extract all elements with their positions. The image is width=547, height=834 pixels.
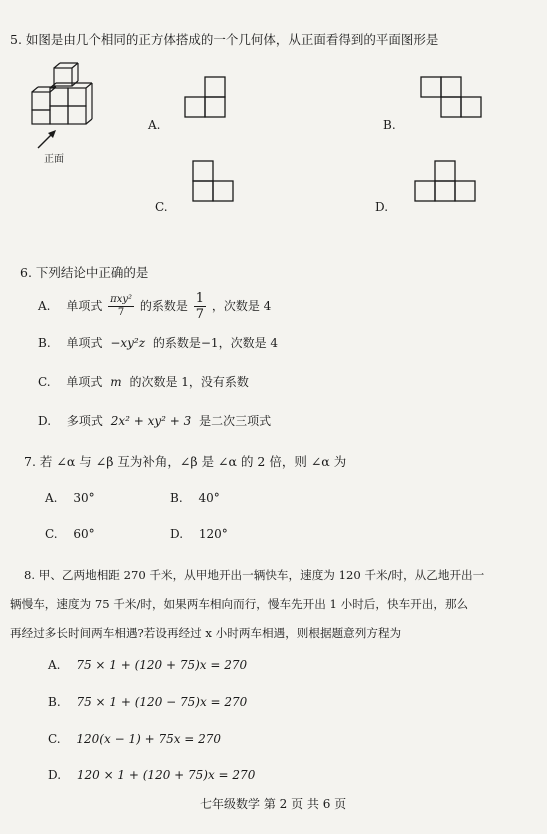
q7-b-value: 40° [198, 491, 220, 505]
q6-option-b[interactable] [38, 334, 278, 351]
q7-a-value: 30° [73, 491, 95, 505]
q7-a-letter: A. [45, 491, 58, 505]
q8-b-equation: 75 × 1 + (120 − 75)x = 270 [76, 695, 248, 709]
q7-b-letter: B. [170, 491, 183, 505]
q6-c-post: 的次数是 1，没有系数 [129, 375, 249, 389]
q6-stem: 6. 下列结论中正确的是 [20, 265, 149, 280]
block-shape-c-icon[interactable] [192, 160, 234, 202]
block-shape-b-icon[interactable] [420, 76, 482, 118]
q6-a-coefficient-fraction: $\frac{1}{7}$ [195, 291, 204, 322]
q6-c-expr: m [110, 375, 122, 389]
block-shape-d-icon[interactable] [414, 160, 476, 202]
q6-a-pre: 单项式 [66, 299, 103, 313]
block-shape-a-icon[interactable] [184, 76, 226, 118]
q6-d-expr: 2x² + xy² + 3 [110, 414, 192, 428]
q7-option-b[interactable] [170, 491, 220, 505]
page-footer: 七年级数学 第 2 页 共 6 页 [200, 797, 347, 811]
q6-d-letter: D. [38, 414, 52, 428]
q6-a-mid: 的系数是 [139, 299, 188, 313]
q7-option-c[interactable] [45, 527, 95, 541]
q6-d-post: 是二次三项式 [199, 414, 272, 428]
q8-b-letter: B. [48, 695, 61, 709]
q7-option-a[interactable] [45, 491, 95, 505]
q6-option-c[interactable] [38, 373, 249, 390]
q6-b-post: 的系数是−1，次数是 4 [152, 336, 279, 350]
q6-b-letter: B. [38, 336, 51, 350]
q7-d-value: 120° [198, 527, 228, 541]
q8-a-equation: 75 × 1 + (120 + 75)x = 270 [76, 658, 248, 672]
q8-a-letter: A. [48, 658, 61, 672]
q7-option-d[interactable] [170, 527, 228, 541]
q6-c-letter: C. [38, 375, 51, 389]
q5-option-d-letter: D. [375, 200, 389, 214]
cube-solid-figure [28, 66, 108, 128]
q7-stem: 7. 若 ∠α 与 ∠β 互为补角，∠β 是 ∠α 的 2 倍，则 ∠α 为 [24, 454, 347, 469]
q8-c-equation: 120(x − 1) + 75x = 270 [76, 732, 222, 746]
q6-b-expr: −xy²z [110, 336, 146, 350]
q8-option-d[interactable] [48, 768, 255, 782]
q8-d-letter: D. [48, 768, 62, 782]
q8-line-2: 辆慢车，速度为 75 千米/时，如果两车相向而行，慢车先开出 1 小时后，快车开出，那么 [10, 597, 469, 611]
q7-c-letter: C. [45, 527, 58, 541]
q8-c-letter: C. [48, 732, 61, 746]
q8-line-3: 再经过多长时间两车相遇?若设再经过 x 小时两车相遇，则根据题意列方程为 [10, 626, 402, 640]
q8-line-1: 8. 甲、乙两地相距 270 千米，从甲地开出一辆快车，速度为 120 千米/时，从乙地开出一 [24, 568, 485, 582]
front-label: 正面 [44, 154, 64, 165]
q6-a-post: ，次数是 4 [211, 299, 272, 313]
q8-option-a[interactable] [48, 658, 247, 672]
q5-option-b-letter: B. [383, 118, 396, 132]
q5-option-a-letter: A. [148, 118, 161, 132]
q5-option-c-letter: C. [155, 200, 168, 214]
q7-d-letter: D. [170, 527, 184, 541]
q8-option-c[interactable] [48, 732, 221, 746]
q6-c-pre: 单项式 [66, 375, 103, 389]
q6-b-pre: 单项式 [66, 336, 103, 350]
front-arrow-icon [36, 128, 60, 150]
q6-option-a[interactable] [38, 292, 271, 321]
q7-c-value: 60° [73, 527, 95, 541]
q6-a-monomial-fraction: $\frac{\text{πxy²}}{7}$ [110, 294, 133, 318]
q5-stem: 5. 如图是由几个相同的正方体搭成的一个几何体，从正面看得到的平面图形是 [10, 32, 439, 47]
q8-option-b[interactable] [48, 695, 247, 709]
q6-option-d[interactable] [38, 412, 271, 429]
q8-d-equation: 120 × 1 + (120 + 75)x = 270 [76, 768, 256, 782]
q6-a-letter: A. [38, 299, 51, 313]
q6-d-pre: 多项式 [66, 414, 103, 428]
